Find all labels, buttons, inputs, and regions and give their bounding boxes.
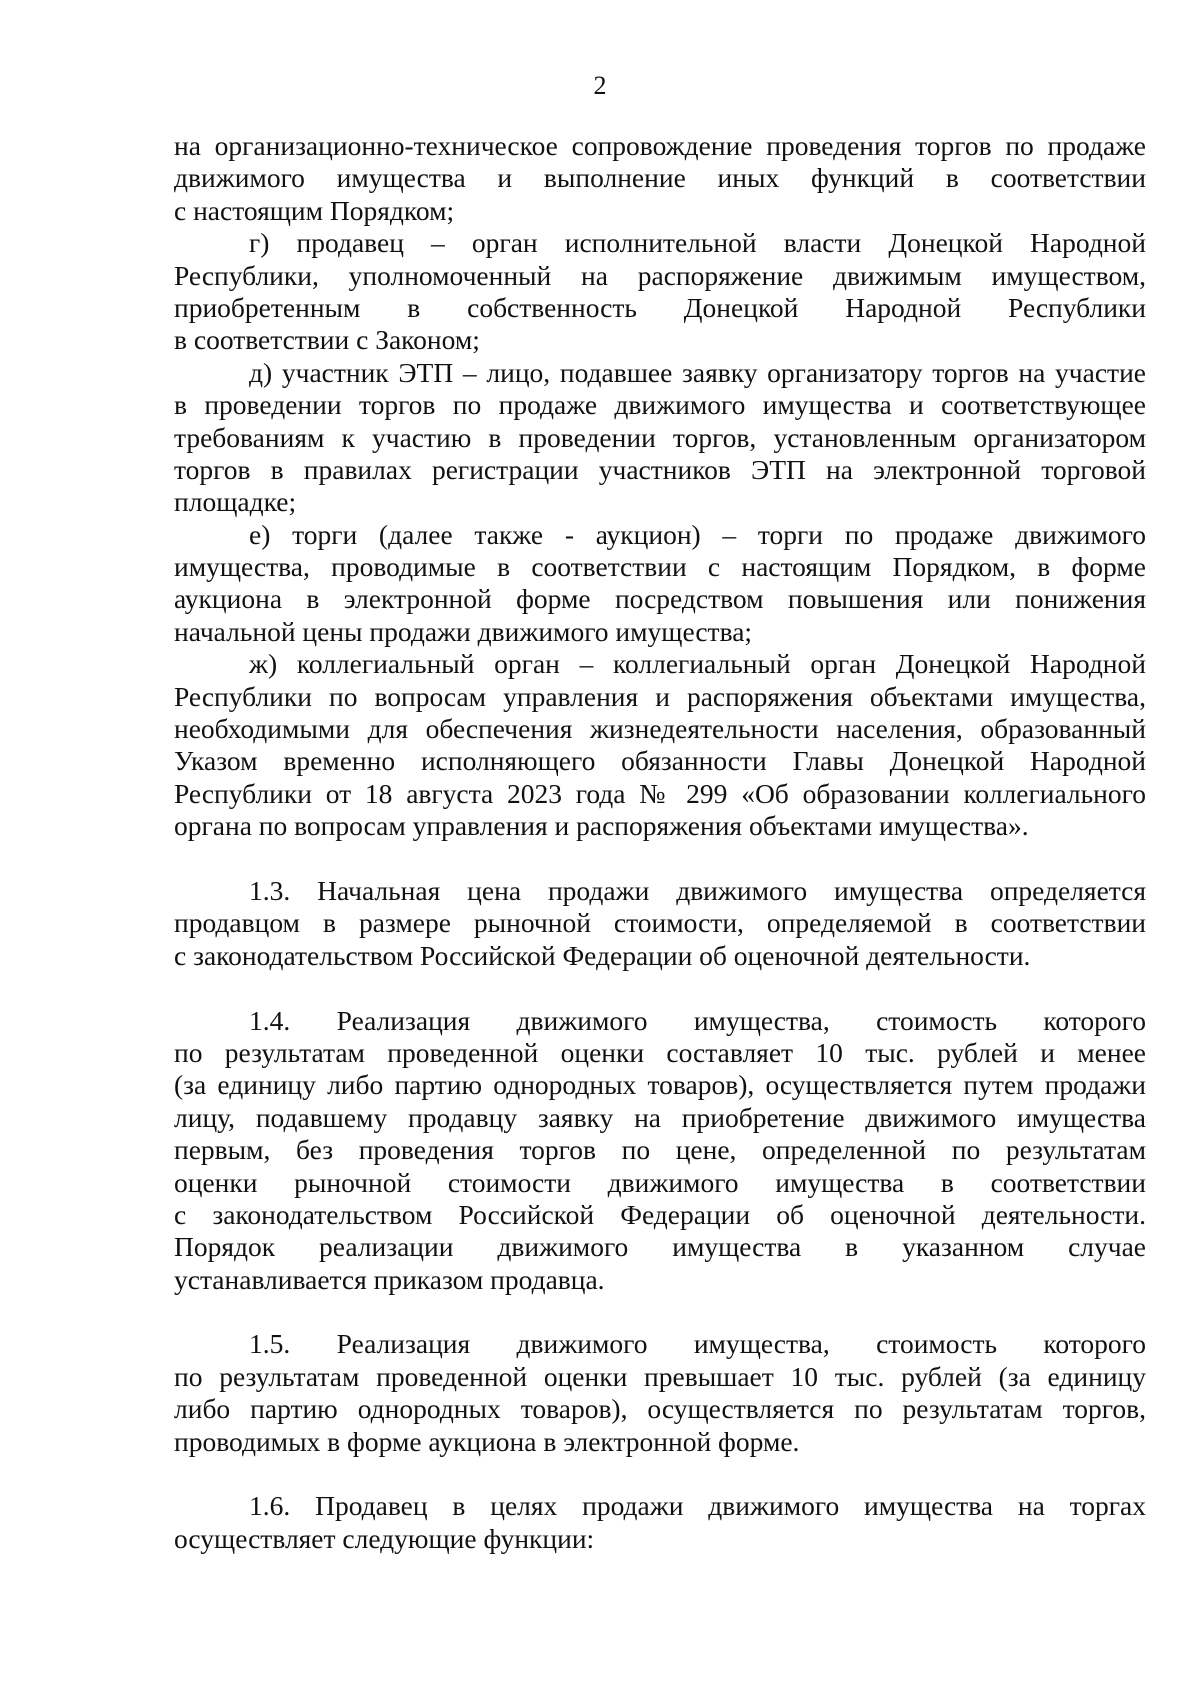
paragraph (174, 875, 1146, 972)
text-line: площадке; (174, 486, 297, 518)
text-line: по результатам проведенной оценки превышает 10 тыс. рублей (за единицу (174, 1360, 1146, 1392)
text-line: имущества, проводимые в соответствии с настоящим Порядком, в форме (174, 551, 1146, 583)
paragraph (174, 1328, 1146, 1458)
document-body (174, 130, 1146, 1555)
text-line: оценки рыночной стоимости движимого имущества в соответствии (174, 1166, 1146, 1198)
text-line: Указом временно исполняющего обязанности Главы Донецкой Народной (174, 745, 1146, 777)
text-line: торгов в правилах регистрации участников ЭТП на электронной торговой (174, 453, 1146, 485)
paragraph (174, 227, 1146, 357)
text-line: е) торги (далее также - аукцион) – торги по продаже движимого (249, 518, 1146, 550)
paragraph-spacer (174, 972, 1146, 1004)
text-line: лицу, подавшему продавцу заявку на приобретение движимого имущества (174, 1101, 1146, 1133)
paragraph (174, 648, 1146, 842)
text-line: проводимых в форме аукциона в электронной форме. (174, 1425, 800, 1457)
paragraph (174, 519, 1146, 649)
paragraph-spacer (174, 843, 1146, 875)
text-line: первым, без проведения торгов по цене, определенной по результатам (174, 1134, 1146, 1166)
text-line: устанавливается приказом продавца. (174, 1263, 605, 1295)
text-line: д) участник ЭТП – лицо, подавшее заявку организатору торгов на участие (249, 356, 1146, 388)
text-line: 1.6. Продавец в целях продажи движимого имущества на торгах (249, 1490, 1146, 1522)
paragraph (174, 1490, 1146, 1555)
text-line: начальной цены продажи движимого имущества; (174, 615, 753, 647)
page-number: 2 (593, 71, 607, 100)
text-line: на организационно-техническое сопровождение проведения торгов по продаже (174, 130, 1146, 161)
text-line: 1.5. Реализация движимого имущества, стоимость которого (249, 1328, 1146, 1360)
text-line: Республики от 18 августа 2023 года № 299 «Об образовании коллегиального (174, 777, 1146, 809)
text-line: аукциона в электронной форме посредством повышения или понижения (174, 583, 1146, 615)
text-line: Порядок реализации движимого имущества в указанном случае (174, 1231, 1146, 1263)
text-line: в соответствии с Законом; (174, 324, 480, 356)
text-line: приобретенным в собственность Донецкой Народной Республики (174, 291, 1146, 323)
text-line: с настоящим Порядком; (174, 194, 455, 226)
text-line: требованиям к участию в проведении торгов, установленным организатором (174, 421, 1146, 453)
paragraph (174, 357, 1146, 519)
text-line: продавцом в размере рыночной стоимости, определяемой в соответствии (174, 907, 1146, 939)
text-line: ж) коллегиальный орган – коллегиальный орган Донецкой Народной (249, 648, 1146, 680)
text-line: (за единицу либо партию однородных товаров), осуществляется путем продажи (174, 1069, 1146, 1101)
text-line: Республики по вопросам управления и распоряжения объектами имущества, (174, 680, 1146, 712)
text-line: по результатам проведенной оценки составляет 10 тыс. рублей и менее (174, 1036, 1146, 1068)
paragraph-spacer (174, 1296, 1146, 1328)
text-line: Республики, уполномоченный на распоряжение движимым имуществом, (174, 259, 1146, 291)
text-line: г) продавец – орган исполнительной власти Донецкой Народной (249, 227, 1146, 259)
text-line: либо партию однородных товаров), осуществляется по результатам торгов, (174, 1393, 1146, 1425)
text-line: необходимыми для обеспечения жизнедеятельности населения, образованный (174, 713, 1146, 745)
text-line: движимого имущества и выполнение иных функций в соответствии (174, 162, 1146, 194)
text-line: 1.4. Реализация движимого имущества, стоимость которого (249, 1004, 1146, 1036)
paragraph (174, 1005, 1146, 1297)
text-line: с законодательством Российской Федерации об оценочной деятельности. (174, 939, 1031, 971)
paragraph (174, 130, 1146, 227)
text-line: органа по вопросам управления и распоряжения объектами имущества». (174, 810, 1029, 842)
text-line: осуществляет следующие функции: (174, 1522, 595, 1554)
paragraph-spacer (174, 1458, 1146, 1490)
text-line: 1.3. Начальная цена продажи движимого имущества определяется (249, 874, 1146, 906)
text-line: с законодательством Российской Федерации об оценочной деятельности. (174, 1198, 1146, 1230)
text-line: в проведении торгов по продаже движимого имущества и соответствующее (174, 389, 1146, 421)
